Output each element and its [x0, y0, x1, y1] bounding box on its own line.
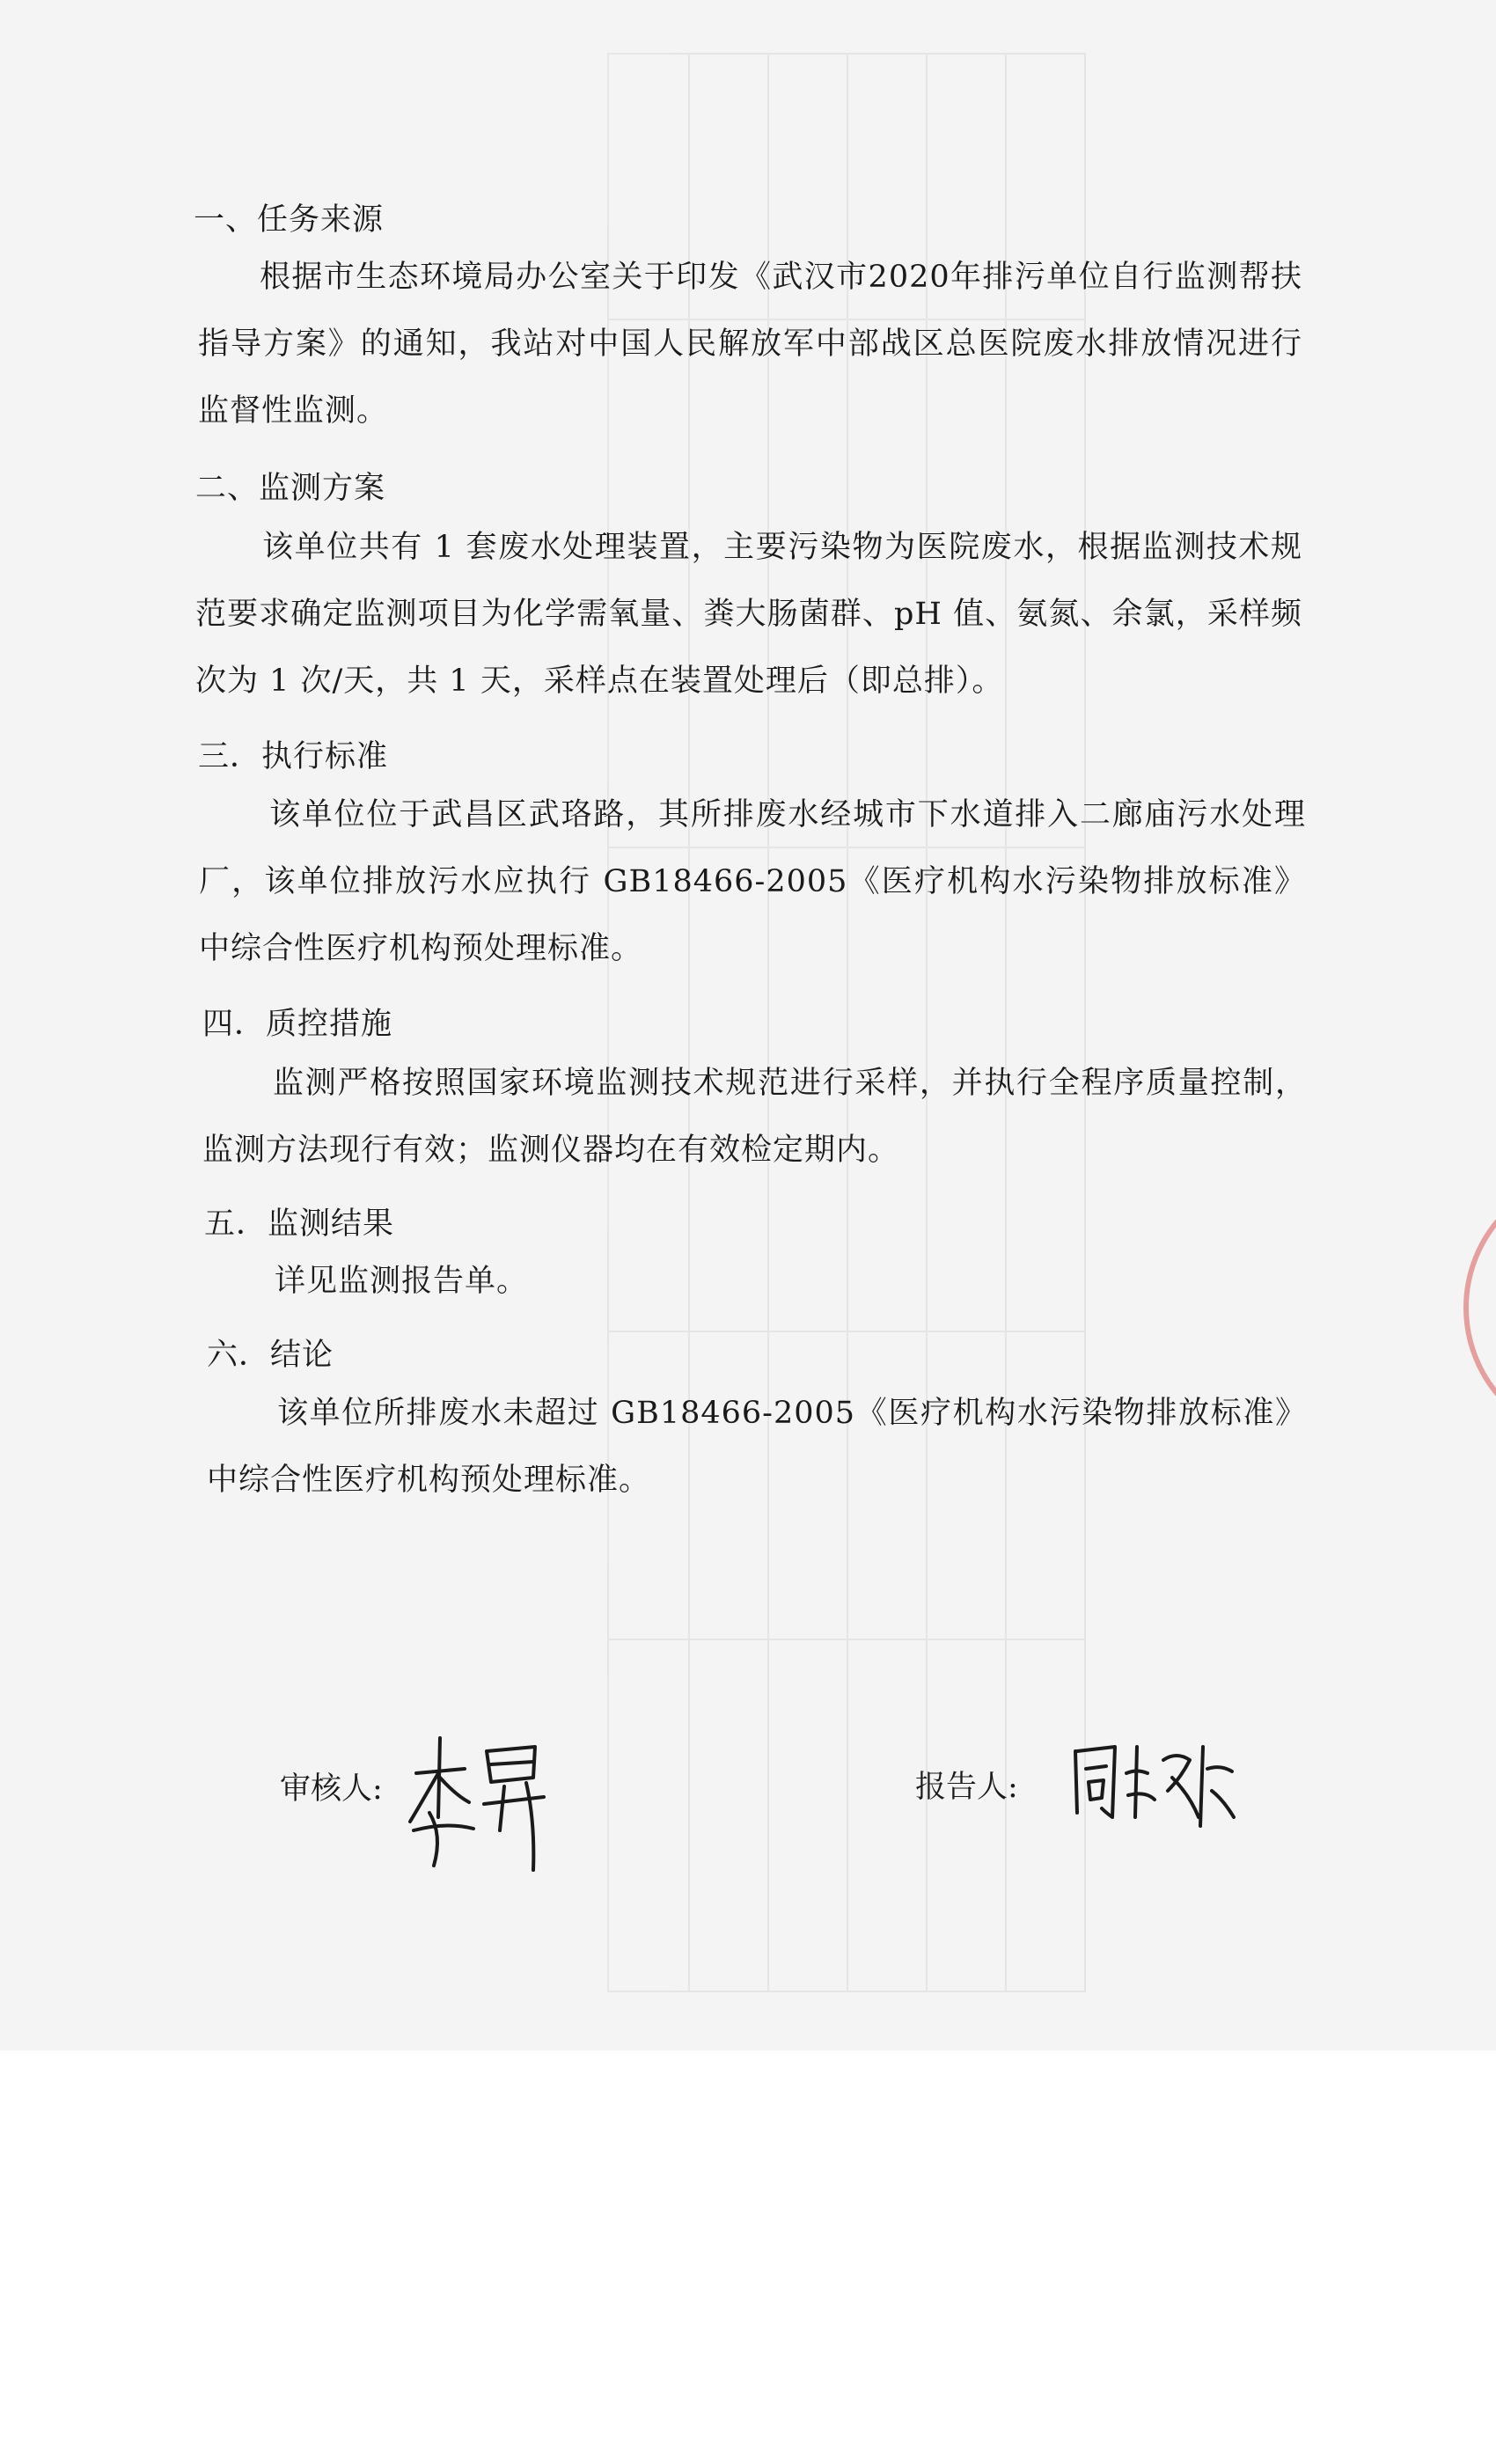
section-body: 根据市生态环境局办公室关于印发《武汉市2020年排污单位自行监测帮扶指导方案》的通知，我站对中国人民解放军中部战区总医院废水排放情况进行监督性监测。	[198, 260, 1302, 429]
section-heading: 一、任务来源	[194, 202, 385, 238]
reviewer-signature	[403, 1725, 561, 1874]
section-body: 详见监测报告单。	[275, 1264, 529, 1299]
section-heading: 五．监测结果	[204, 1206, 395, 1242]
reviewer-label: 审核人:	[280, 1771, 383, 1807]
red-seal-edge	[1456, 1170, 1496, 1470]
reporter-label: 报告人:	[915, 1770, 1018, 1805]
section-heading: 三．执行标准	[198, 739, 389, 774]
section-body: 该单位位于武昌区武珞路，其所排废水经城市下水道排入二廊庙污水处理厂，该单位排放污水应执行 GB18466-2005《医疗机构水污染物排放标准》中综合性医疗机构预处理标准。	[199, 797, 1306, 966]
section-heading: 四．质控措施	[202, 1007, 393, 1042]
section-body: 该单位所排废水未超过 GB18466-2005《医疗机构水污染物排放标准》中综合性医疗机构预处理标准。	[207, 1396, 1307, 1498]
section-body: 该单位共有 1 套废水处理装置，主要污染物为医院废水，根据监测技术规范要求确定监测项目为化学需氧量、粪大肠菌群、pH 值、氨氮、余氯，采样频次为 1 次/天，共 1 天，采样点在装置处理后（即总排）。	[195, 530, 1302, 699]
reporter-signature	[1067, 1729, 1243, 1835]
section-body: 监测严格按照国家环境监测技术规范进行采样，并执行全程序质量控制，监测方法现行有效；监测仪器均在有效检定期内。	[202, 1066, 1307, 1168]
section-heading: 六．结论	[207, 1338, 334, 1373]
section-heading: 二、监测方案	[195, 471, 386, 506]
